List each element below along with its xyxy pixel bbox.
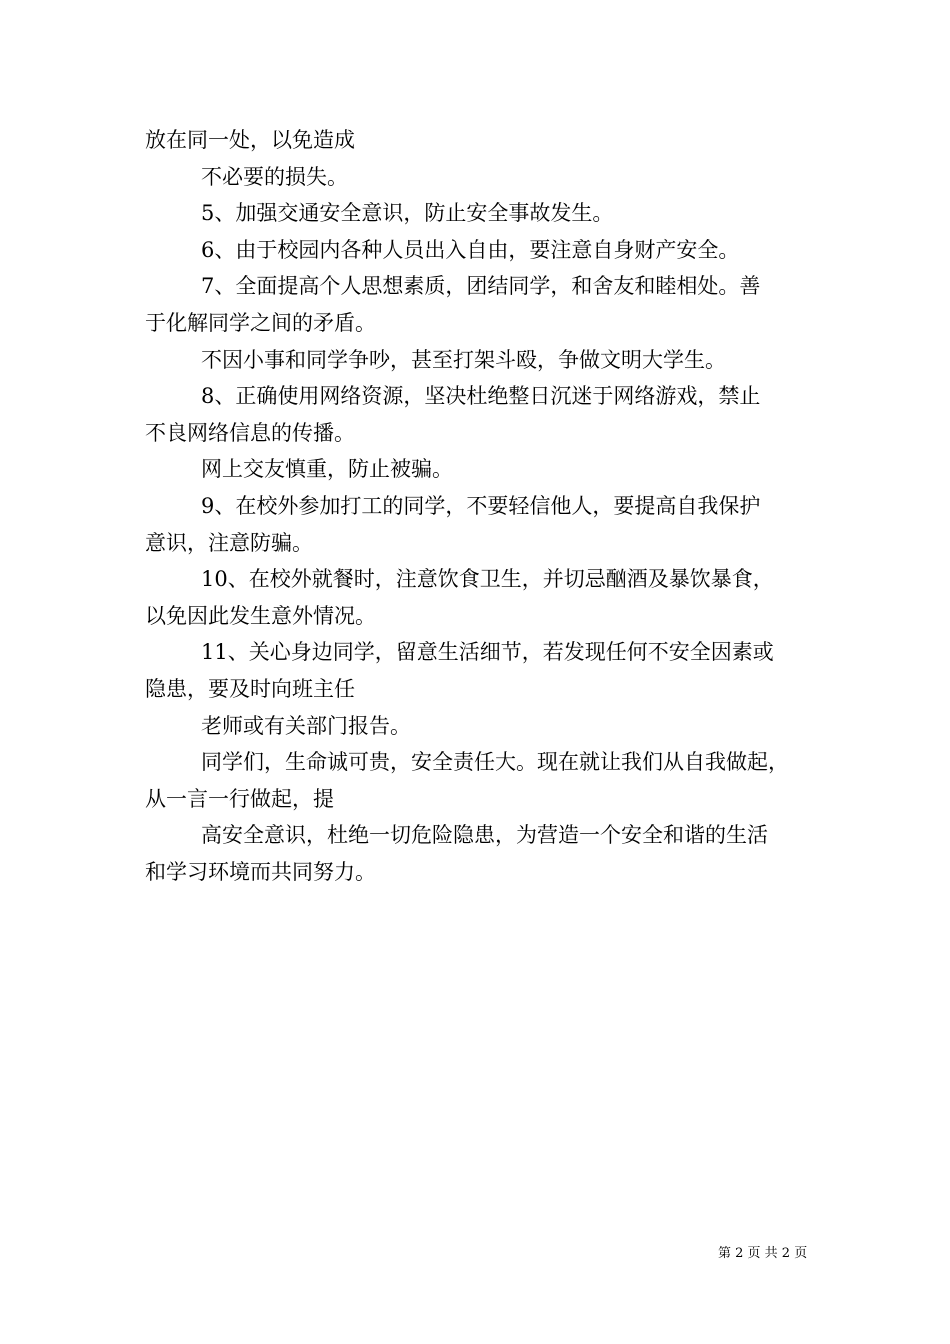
text-line: 不因小事和同学争吵，甚至打架斗殴，争做文明大学生。: [201, 347, 726, 372]
page-number-footer: 第 2 页 共 2 页: [718, 1246, 808, 1261]
text-line: 不必要的损失。: [201, 164, 348, 189]
text-line: 高安全意识，杜绝一切危险隐患，为营造一个安全和谐的生活: [201, 823, 768, 848]
text-line: 意识，注意防骗。: [145, 530, 313, 555]
text-line: 同学们，生命诚可贵，安全责任大。现在就让我们从自我做起，: [201, 750, 789, 775]
text-line: 不良网络信息的传播。: [145, 420, 355, 445]
text-line: 5、加强交通安全意识，防止安全事故发生。: [201, 201, 614, 226]
text-line: 和学习环境而共同努力。: [145, 859, 376, 884]
text-line: 8、正确使用网络资源，坚决杜绝整日沉迷于网络游戏，禁止: [201, 384, 761, 409]
text-line: 老师或有关部门报告。: [201, 713, 411, 738]
text-line: 10、在校外就餐时，注意饮食卫生，并切忌酗酒及暴饮暴食，: [201, 567, 774, 592]
text-line: 11、关心身边同学，留意生活细节，若发现任何不安全因素或: [201, 640, 774, 665]
text-line: 从一言一行做起，提: [145, 786, 334, 811]
document-body: [145, 122, 815, 890]
text-line: 放在同一处，以免造成: [145, 128, 355, 152]
text-line: 7、全面提高个人思想素质，团结同学，和舍友和睦相处。善: [201, 274, 761, 299]
text-line: 于化解同学之间的矛盾。: [145, 310, 376, 335]
text-line: 隐患，要及时向班主任: [145, 676, 355, 701]
text-line: 网上交友慎重，防止被骗。: [201, 457, 453, 482]
text-line: 以免因此发生意外情况。: [145, 603, 376, 628]
text-line: 9、在校外参加打工的同学，不要轻信他人，要提高自我保护: [201, 493, 761, 518]
text-line: 6、由于校园内各种人员出入自由，要注意自身财产安全。: [201, 237, 740, 262]
